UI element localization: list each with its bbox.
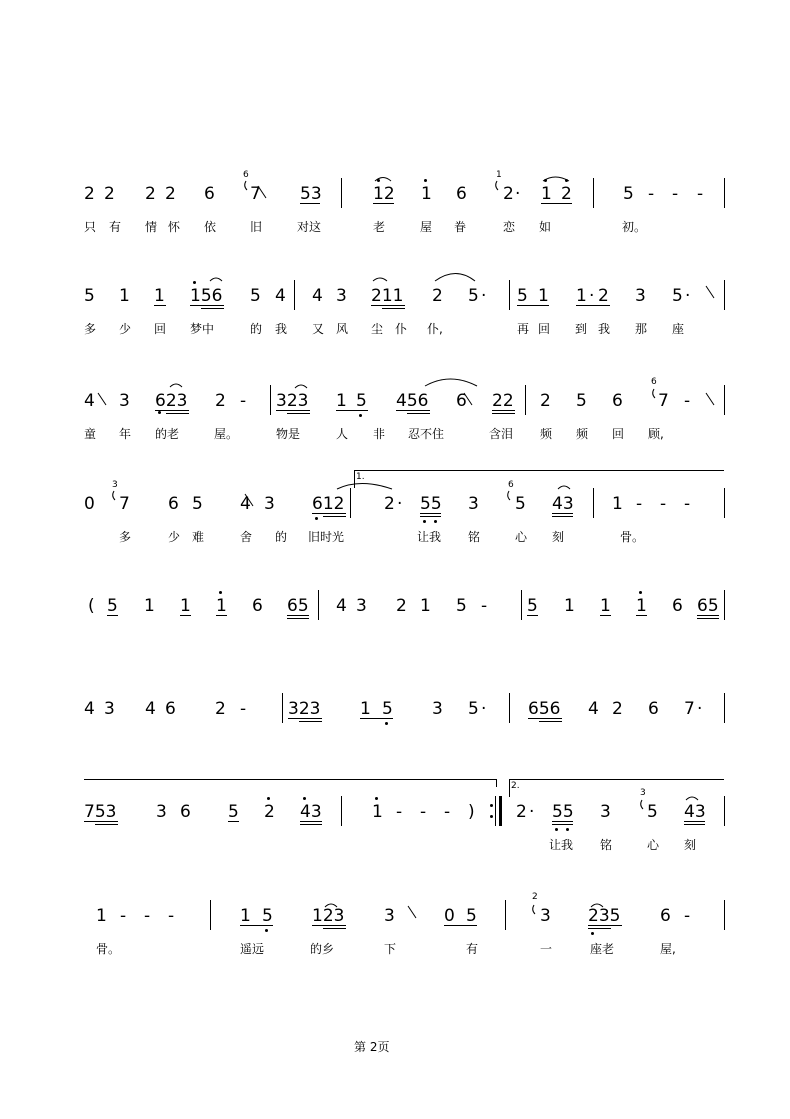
lyric: 到 (575, 322, 588, 336)
note: 323 (276, 391, 309, 411)
note: 1 (154, 286, 165, 306)
underline (371, 305, 405, 306)
lyric: 让我 (417, 530, 442, 544)
note: 5 (84, 286, 95, 306)
note: 656 (528, 699, 561, 719)
note: 3 (119, 391, 130, 411)
note: 2 (145, 184, 156, 204)
note: 5 (623, 184, 634, 204)
lyric: 心 (647, 838, 660, 852)
note: 1 (600, 596, 611, 616)
bar-line (350, 488, 351, 518)
lyric: 年 (119, 427, 132, 441)
note: 3 (432, 699, 443, 719)
note: - (684, 906, 691, 926)
lyric: 座 (672, 322, 685, 336)
note: - (481, 596, 488, 616)
lyric: 仆, (427, 322, 443, 336)
lyric: 刻 (684, 838, 697, 852)
lyric: 舍 (240, 530, 253, 544)
note: 65 (697, 596, 719, 616)
underline (541, 203, 572, 204)
underline (312, 925, 346, 926)
note: 4 (84, 699, 95, 719)
underline (407, 413, 430, 414)
note: 65 (287, 596, 309, 616)
volta-bracket (84, 779, 496, 780)
lyric: 座老 (590, 942, 615, 956)
note: 1 (240, 906, 251, 926)
note: 2 (84, 184, 95, 204)
lyric: 屋, (660, 942, 676, 956)
lyric: 多 (84, 322, 97, 336)
underline (420, 513, 441, 514)
lyric: 童 (84, 427, 97, 441)
lyric: 只 (84, 220, 97, 234)
note: - (420, 802, 427, 822)
note: 623 (155, 391, 188, 411)
note: 4 (240, 494, 251, 514)
note: - (684, 391, 691, 411)
underline (299, 721, 322, 722)
note: 5 (466, 906, 477, 926)
note: - (648, 184, 655, 204)
lyric: 物是 (276, 427, 301, 441)
note: 4 (84, 391, 95, 411)
note: 5 (382, 699, 393, 719)
underline (276, 410, 310, 411)
underline (697, 618, 719, 619)
lyric: 人 (336, 427, 349, 441)
lyric: 尘 (371, 322, 384, 336)
lyric: 眷 (454, 220, 467, 234)
note: 753 (84, 802, 117, 822)
note: 4 (145, 699, 156, 719)
note: - (697, 184, 704, 204)
note: 5 (515, 494, 526, 514)
note: 0 (84, 494, 95, 514)
note: · (481, 699, 487, 719)
lyric: 对这 (297, 220, 322, 234)
underline (684, 821, 705, 822)
lyric: 初。 (622, 220, 647, 234)
bar-line (341, 796, 342, 826)
lyric: 如 (539, 220, 552, 234)
repeat-end (499, 796, 502, 826)
bar-line (495, 796, 496, 826)
underline (396, 410, 430, 411)
note: 5 (672, 286, 683, 306)
note: - (240, 699, 247, 719)
bar-line (294, 280, 295, 310)
grace-note: 6 (243, 170, 249, 180)
grace-note: 6 (651, 377, 657, 387)
lyric: 仆 (395, 322, 408, 336)
underline (216, 615, 227, 616)
note: 43 (684, 802, 706, 822)
note: 456 (396, 391, 429, 411)
bar-line (724, 796, 725, 826)
lyric: 有 (109, 220, 122, 234)
note: 1 (336, 391, 347, 411)
underline (552, 821, 573, 822)
note: - (684, 494, 691, 514)
lyric: 铭 (600, 838, 613, 852)
underline (190, 305, 224, 306)
lyric: 让我 (549, 838, 574, 852)
note: 2 (264, 802, 275, 822)
note: 5 (107, 596, 118, 616)
lyric: 难 (192, 530, 205, 544)
note: 5 (517, 286, 528, 306)
note: 2 (612, 699, 623, 719)
grace-note: 3 (112, 480, 118, 490)
note: 6 (180, 802, 191, 822)
underline (360, 718, 393, 719)
underline (288, 718, 322, 719)
note: 7 (684, 699, 695, 719)
lyric: 旧时光 (308, 530, 345, 544)
lyric: 少 (119, 322, 132, 336)
underline (420, 516, 441, 517)
note: 1 (576, 286, 587, 306)
underline (287, 615, 309, 616)
lyric: 那 (635, 322, 648, 336)
note: 6 (648, 699, 659, 719)
lyric: 恋 (503, 220, 516, 234)
lyric: 心 (515, 530, 528, 544)
underline (636, 615, 647, 616)
underline (155, 410, 189, 411)
note: 3 (156, 802, 167, 822)
lyric: 顾, (648, 427, 664, 441)
note: 2 (396, 596, 407, 616)
underline (312, 513, 346, 514)
note: 6 (456, 391, 467, 411)
note: 7 (250, 184, 261, 204)
note: 1 (538, 286, 549, 306)
note: 6 (252, 596, 263, 616)
note: 1 (421, 184, 432, 204)
lyric: 下 (384, 942, 397, 956)
lyric: 少 (168, 530, 181, 544)
note: 12 (373, 184, 395, 204)
note: 612 (312, 494, 345, 514)
note: 2 (384, 494, 395, 514)
note: ) (468, 802, 475, 822)
note: - (672, 184, 679, 204)
lyric: 忍不住 (408, 427, 445, 441)
lyric: 旧 (250, 220, 263, 234)
note: · (529, 802, 535, 822)
note: 2 (215, 699, 226, 719)
note: 5 (262, 906, 273, 926)
note: 1 (541, 184, 552, 204)
bar-line (505, 900, 506, 930)
note: - (144, 906, 151, 926)
note: 2 (165, 184, 176, 204)
note: 5 (527, 596, 538, 616)
note: · (697, 699, 703, 719)
note: 5 (456, 596, 467, 616)
lyric: 风 (336, 322, 349, 336)
note: 6 (165, 699, 176, 719)
lyric: 一 (540, 942, 553, 956)
note: 5 (356, 391, 367, 411)
lyric: 老 (373, 220, 386, 234)
note: 4 (588, 699, 599, 719)
note: 4 (312, 286, 323, 306)
note: 1 (119, 286, 130, 306)
note: 6 (672, 596, 683, 616)
note: 22 (492, 391, 514, 411)
note: 6 (456, 184, 467, 204)
underline (539, 721, 562, 722)
note: 1 (564, 596, 575, 616)
note: 3 (600, 802, 611, 822)
note: 2 (540, 391, 551, 411)
underline (240, 925, 273, 926)
underline (180, 615, 191, 616)
underline (228, 821, 239, 822)
note: 1 (636, 596, 647, 616)
underline (201, 308, 224, 309)
note: 7 (658, 391, 669, 411)
lyric: 屋。 (214, 427, 239, 441)
underline (444, 925, 477, 926)
lyric: 怀 (168, 220, 181, 234)
note: 6 (204, 184, 215, 204)
lyric: 的老 (155, 427, 180, 441)
note: 1 (612, 494, 623, 514)
lyric: 的 (275, 530, 288, 544)
note: 3 (540, 906, 551, 926)
underline (287, 618, 309, 619)
lyric: 含泪 (489, 427, 514, 441)
note: 1 (180, 596, 191, 616)
underline (527, 615, 538, 616)
note: - (444, 802, 451, 822)
underline (300, 821, 322, 822)
bar-line (593, 488, 594, 518)
lyric: 再 (517, 322, 530, 336)
underline (684, 824, 705, 825)
note: 1 (216, 596, 227, 616)
underline (323, 928, 346, 929)
note: 2 (561, 184, 572, 204)
grace-note: 2 (532, 892, 538, 902)
note: - (660, 494, 667, 514)
lyric: 有 (466, 942, 479, 956)
bar-line (724, 590, 725, 620)
underline (300, 203, 320, 204)
bar-line (521, 590, 522, 620)
note: 4 (275, 286, 286, 306)
note: · (685, 286, 691, 306)
bar-line (724, 900, 725, 930)
note: 43 (552, 494, 574, 514)
bar-line (525, 385, 526, 415)
note: 1 (372, 802, 383, 822)
note: 43 (300, 802, 322, 822)
note: 5 (192, 494, 203, 514)
note: 5 (647, 802, 658, 822)
note: 156 (190, 286, 223, 306)
note: 5 (250, 286, 261, 306)
note: - (120, 906, 127, 926)
bar-line (724, 693, 725, 723)
underline (576, 305, 610, 306)
underline (300, 824, 322, 825)
grace-note: 1 (496, 170, 502, 180)
lyric: 梦中 (190, 322, 215, 336)
bar-line (282, 693, 283, 723)
note: 3 (336, 286, 347, 306)
bar-line (724, 488, 725, 518)
note: - (396, 802, 403, 822)
note: 323 (288, 699, 321, 719)
lyric: 的 (250, 322, 263, 336)
underline (95, 824, 118, 825)
bar-line (724, 385, 725, 415)
lyric: 多 (119, 530, 132, 544)
underline (552, 824, 573, 825)
underline (492, 413, 515, 414)
underline (552, 513, 573, 514)
lyric: 非 (373, 427, 386, 441)
underline (492, 410, 515, 411)
note: 6 (612, 391, 623, 411)
lyric: 屋 (420, 220, 433, 234)
volta-label: 1. (356, 472, 365, 482)
note: 5 (468, 699, 479, 719)
note: 7 (119, 494, 130, 514)
underline (287, 413, 310, 414)
lyric: 频 (540, 427, 553, 441)
note: 53 (300, 184, 322, 204)
bar-line (724, 280, 725, 310)
lyric: 铭 (468, 530, 481, 544)
bar-line (593, 178, 594, 208)
note: 0 (444, 906, 455, 926)
underline (600, 615, 611, 616)
underline (697, 615, 719, 616)
bar-line (509, 693, 510, 723)
note: 2 (516, 802, 527, 822)
underline (528, 718, 562, 719)
note: · (397, 494, 403, 514)
lyric: 我 (598, 322, 611, 336)
bar-line (724, 178, 725, 208)
underline (336, 410, 368, 411)
bar-line (509, 280, 510, 310)
lyric: 回 (612, 427, 625, 441)
note: 3 (635, 286, 646, 306)
note: 5 (468, 286, 479, 306)
volta-bracket (509, 779, 724, 780)
lyric: 频 (576, 427, 589, 441)
note: 1 (144, 596, 155, 616)
note: 5 (228, 802, 239, 822)
note: 2 (215, 391, 226, 411)
volta-bracket (354, 470, 724, 471)
note: - (240, 391, 247, 411)
underline (107, 615, 118, 616)
underline (382, 308, 405, 309)
note: 3 (468, 494, 479, 514)
lyric: 遥远 (240, 942, 265, 956)
lyric: 回 (538, 322, 551, 336)
note: 123 (312, 906, 345, 926)
lyric: 的乡 (310, 942, 335, 956)
underline (84, 821, 118, 822)
note: · (589, 286, 595, 306)
bar-line (210, 900, 211, 930)
note: 5 (576, 391, 587, 411)
underline (588, 925, 622, 926)
note: 235 (588, 906, 621, 926)
note: 3 (264, 494, 275, 514)
underline (552, 516, 573, 517)
note: ( (88, 596, 95, 616)
note: 2 (104, 184, 115, 204)
bar-line (318, 590, 319, 620)
lyric: 依 (204, 220, 217, 234)
bar-line (270, 385, 271, 415)
note: 3 (356, 596, 367, 616)
note: 2 (598, 286, 609, 306)
lyric: 骨。 (96, 942, 121, 956)
lyric: 情 (145, 220, 158, 234)
note: 1 (360, 699, 371, 719)
note: 6 (660, 906, 671, 926)
note: - (168, 906, 175, 926)
underline (323, 516, 346, 517)
grace-note: 3 (640, 788, 646, 798)
note: 55 (552, 802, 574, 822)
lyric: 我 (275, 322, 288, 336)
note: 1 (96, 906, 107, 926)
lyric: 又 (312, 322, 325, 336)
underline (588, 928, 611, 929)
note: 2 (432, 286, 443, 306)
bar-line (341, 178, 342, 208)
note: 4 (336, 596, 347, 616)
volta-label: 2. (511, 781, 520, 791)
note: 6 (168, 494, 179, 514)
grace-note: 6 (508, 480, 514, 490)
note: 211 (371, 286, 404, 306)
note: - (636, 494, 643, 514)
page-number: 第 2页 (354, 1040, 390, 1054)
lyric: 回 (154, 322, 167, 336)
underline (166, 413, 189, 414)
lyric: 骨。 (620, 530, 645, 544)
note: · (481, 286, 487, 306)
note: · (515, 184, 521, 204)
underline (517, 305, 549, 306)
underline (154, 305, 166, 306)
note: 3 (384, 906, 395, 926)
lyric: 刻 (552, 530, 565, 544)
note: 55 (420, 494, 442, 514)
note: 1 (420, 596, 431, 616)
note: 3 (104, 699, 115, 719)
underline (373, 203, 394, 204)
note: 2 (503, 184, 514, 204)
